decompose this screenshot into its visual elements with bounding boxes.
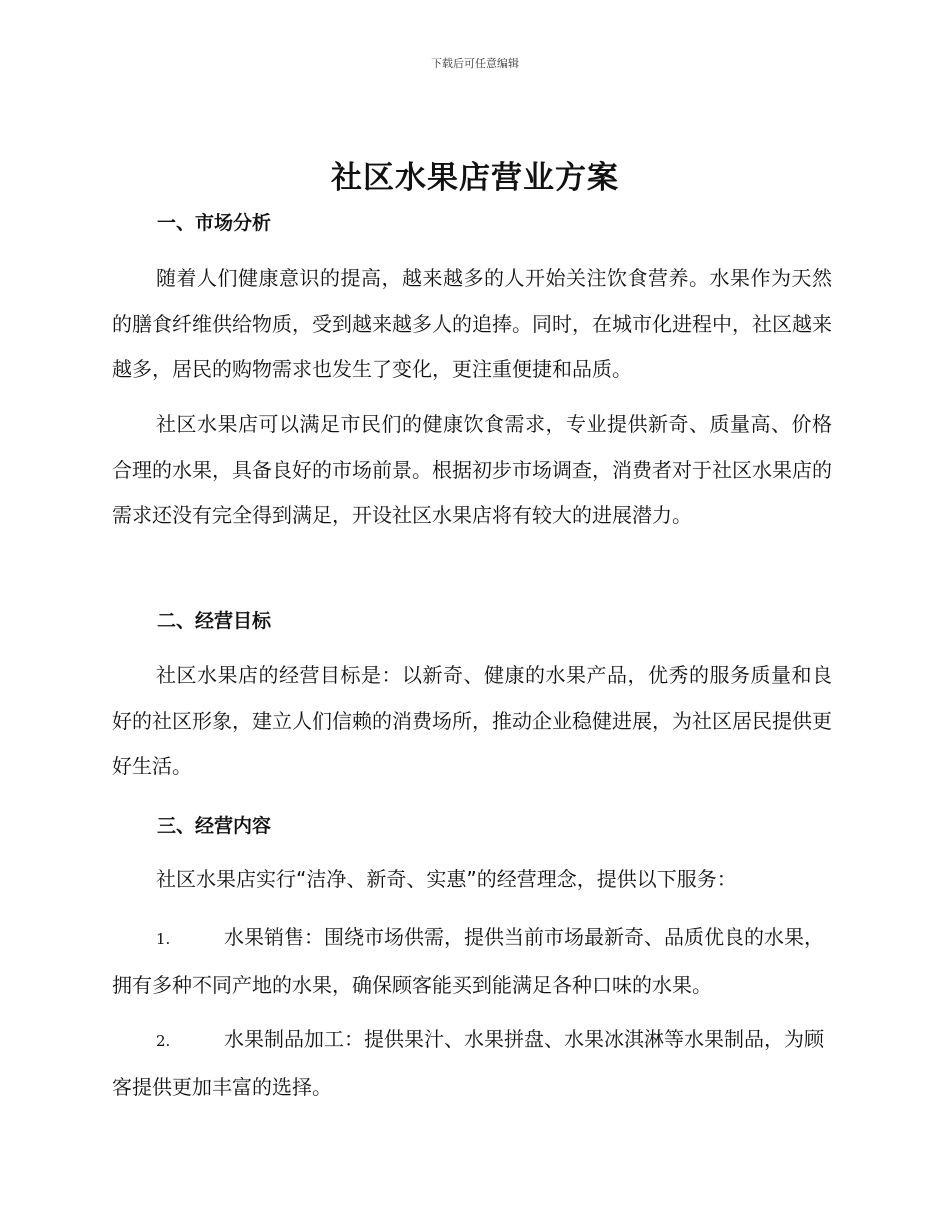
paragraph-business-goals: 社区水果店的经营目标是：以新奇、健康的水果产品，优秀的服务质量和良好的社区形象，建立人们信赖的消费场所，推动企业稳健进展，为社区居民提供更好生活。 [112, 663, 832, 778]
paragraph-market-analysis-2: 社区水果店可以满足市民们的健康饮食需求，专业提供新奇、质量高、价格合理的水果，具备良好的市场前景。根据初步市场调查，消费者对于社区水果店的需求还没有完全得到满足，开设社区水果店将有较大的进展潜力。 [112, 412, 832, 527]
paragraph-market-analysis-1: 随着人们健康意识的提高，越来越多的人开始关注饮食营养。水果作为天然的膳食纤维供给物质，受到越来越多人的追捧。同时，在城市化进程中，社区越来越多，居民的购物需求也发生了变化，更注重便捷和品质。 [112, 266, 832, 381]
list-item-fruit-sales [112, 915, 834, 1008]
list-item-number: 2. [156, 1032, 171, 1050]
page-header-note: 下载后可任意编辑 [431, 57, 519, 70]
section-heading-business-goals: 二、经营目标 [157, 610, 272, 632]
list-item-fruit-products [112, 1017, 834, 1110]
section-heading-market-analysis: 一、市场分析 [157, 212, 272, 234]
document-title: 社区水果店营业方案 [331, 160, 619, 196]
section-heading-business-content: 三、经营内容 [157, 815, 272, 837]
list-item-text: 水果销售：围绕市场供需，提供当前市场最新奇、品质优良的水果，拥有多种不同产地的水果，确保顾客能买到能满足各种口味的水果。 [112, 925, 824, 997]
list-item-text: 水果制品加工：提供果汁、水果拼盘、水果冰淇淋等水果制品，为顾客提供更加丰富的选择。 [112, 1027, 824, 1099]
list-item-number: 1. [156, 930, 171, 948]
paragraph-business-content-intro: 社区水果店实行“洁净、新奇、实惠”的经营理念，提供以下服务： [156, 867, 737, 891]
